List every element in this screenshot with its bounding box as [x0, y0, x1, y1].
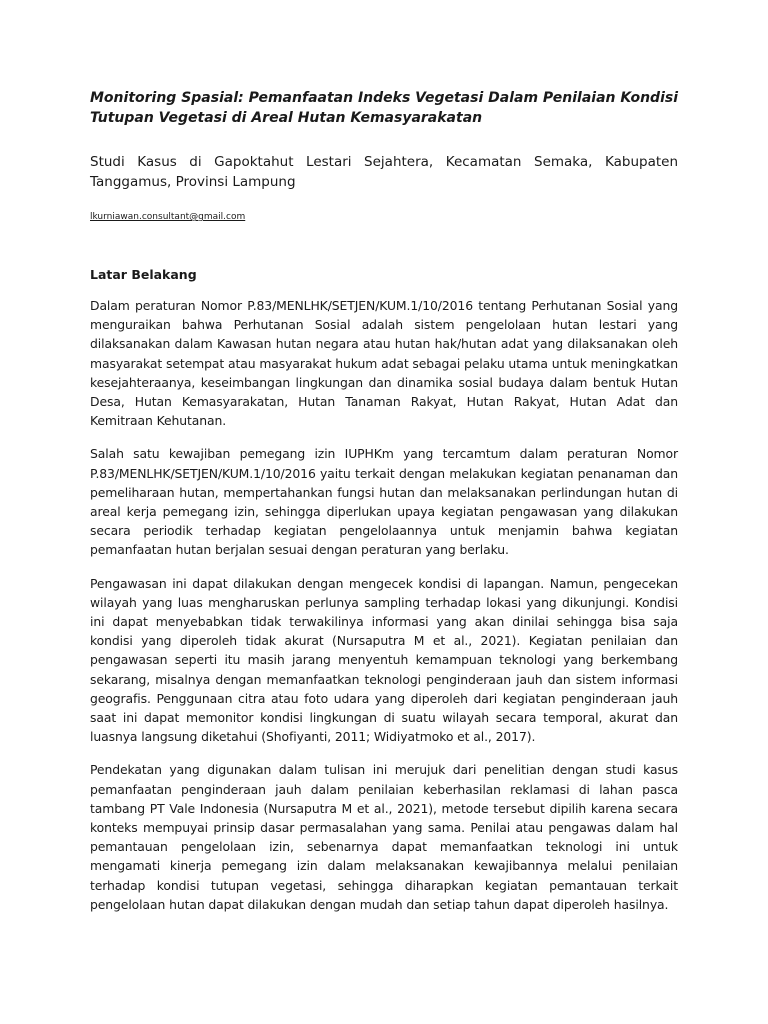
- document-title: Monitoring Spasial: Pemanfaatan Indeks Vegetasi Dalam Penilaian Kondisi Tutupan Vegetasi di Areal Hutan Kemasyarakatan: [90, 90, 678, 126]
- author-email-link[interactable]: lkurniawan.consultant@gmail.com: [90, 212, 246, 222]
- document-page: [90, 88, 678, 928]
- paragraph-1: Dalam peraturan Nomor P.83/MENLHK/SETJEN/KUM.1/10/2016 tentang Perhutanan Sosial yang menguraikan bahwa Perhutanan Sosial adalah sistem pengelolaan hutan lestari yang dilaksanakan dalam Kawasan hutan negara atau hutan hak/hutan adat yang dilaksanakan oleh masyarakat setempat atau masyarakat hukum adat sebagai pelaku utama untuk meningkatkan kesejahteraanya, keseimbangan lingkungan dan dinamika sosial budaya dalam bentuk Hutan Desa, Hutan Kemasyarakatan, Hutan Tanaman Rakyat, Hutan Rakyat, Hutan Adat dan Kemitraan Kehutanan.: [90, 298, 678, 429]
- document-subtitle: Studi Kasus di Gapoktahut Lestari Sejahtera, Kecamatan Semaka, Kabupaten Tanggamus, Provinsi Lampung: [90, 154, 678, 190]
- paragraph-3: Pengawasan ini dapat dilakukan dengan mengecek kondisi di lapangan. Namun, pengecekan wilayah yang luas mengharuskan perlunya sampling terhadap lokasi yang dikunjungi. Kondisi ini dapat menyebabkan tidak terwakilinya informasi yang akan dinilai sehingga bisa saja kondisi yang diperoleh tidak akurat (Nursaputra M et al., 2021). Kegiatan penilaian dan pengawasan seperti itu masih jarang menyentuh kemampuan teknologi yang berkembang sekarang, misalnya dengan memanfaatkan teknologi penginderaan jauh dan sistem informasi geografis. Penggunaan citra atau foto udara yang diperoleh dari kegiatan penginderaan jauh saat ini dapat memonitor kondisi lingkungan di suatu wilayah secara temporal, akurat dan luasnya langsung diketahui (Shofiyanti, 2011; Widiyatmoko et al., 2017).: [90, 575, 678, 745]
- section-heading: Latar Belakang: [90, 267, 197, 282]
- paragraph-2: Salah satu kewajiban pemegang izin IUPHKm yang tercamtum dalam peraturan Nomor P.83/MENLHK/SETJEN/KUM.1/10/2016 yaitu terkait dengan melakukan kegiatan penanaman dan pemeliharaan hutan, mempertahankan fungsi hutan dan melaksanakan perlindungan hutan di areal kerja pemegang izin, sehingga diperlukan upaya kegiatan pengawasan yang dilakukan secara periodik terhadap kegiatan pengelolaannya untuk menjamin bahwa kegiatan pemanfaatan hutan berjalan sesuai dengan peraturan yang berlaku.: [90, 446, 678, 558]
- paragraph-4: Pendekatan yang digunakan dalam tulisan ini merujuk dari penelitian dengan studi kasus pemanfaatan penginderaan jauh dalam penilaian keberhasilan reklamasi di lahan pasca tambang PT Vale Indonesia (Nursaputra M et al., 2021), metode tersebut dipilih karena secara konteks mempuyai prinsip dasar permasalahan yang sama. Penilai atau pengawas dalam hal pemantauan pengelolaan izin, sebenarnya dapat memanfaatkan teknologi ini untuk mengamati kinerja pemegang izin dalam melaksanakan kewajibannya melalui penilaian terhadap kondisi tutupan vegetasi, sehingga diharapkan kegiatan pemantauan terkait pengelolaan hutan dapat dilakukan dengan mudah dan setiap tahun dapat diperoleh hasilnya.: [90, 762, 678, 912]
